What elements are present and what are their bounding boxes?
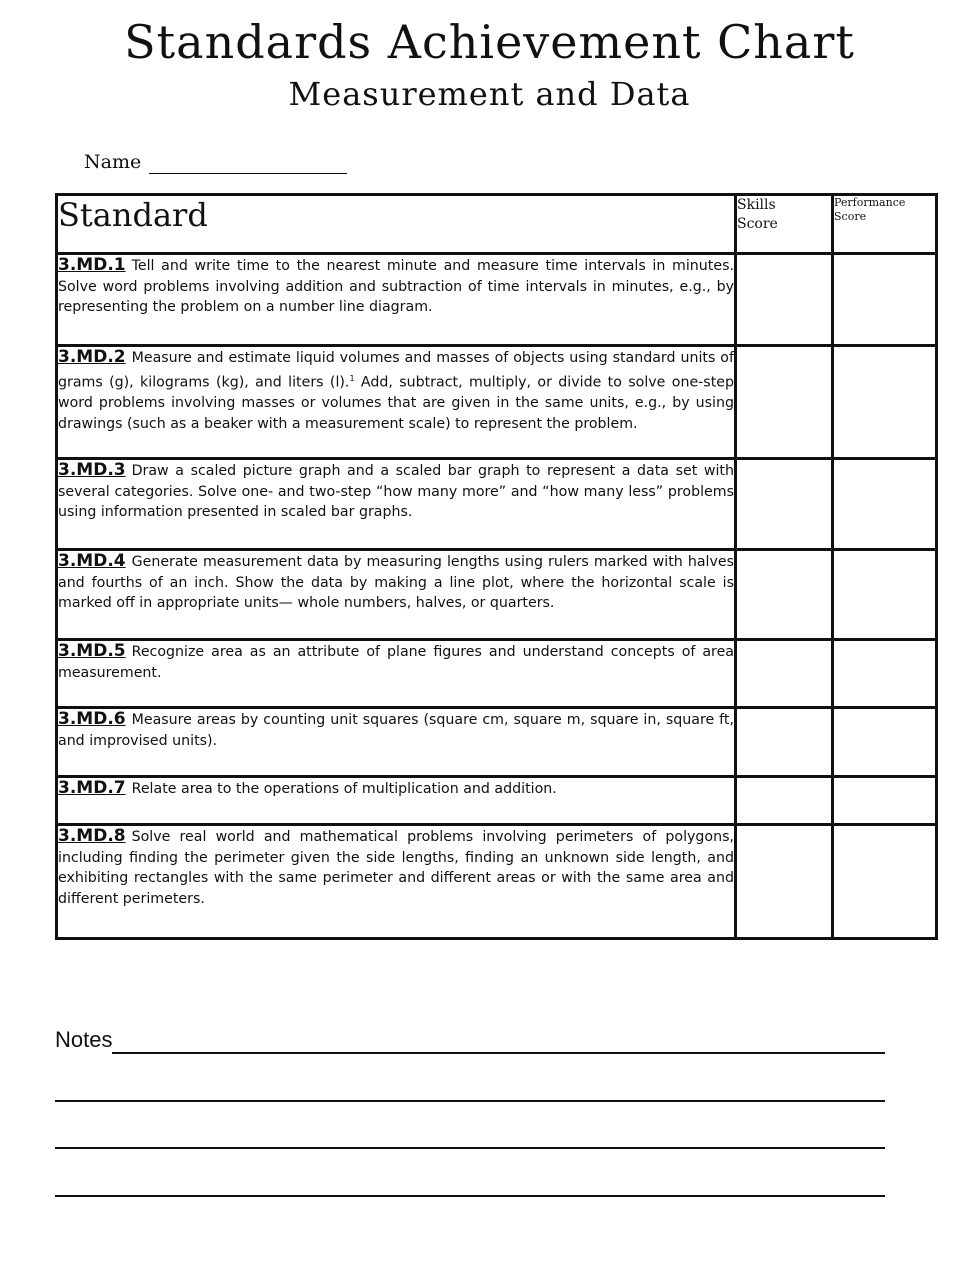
page-subtitle: Measurement and Data bbox=[288, 75, 691, 113]
standard-cell bbox=[57, 825, 736, 939]
standard-text: Measure areas by counting unit squares (square cm, square m, square in, square ft, and improvised units). bbox=[58, 712, 734, 749]
standard-text-continued: Add, subtract, multiply, or divide to solve one-step word problems involving masses or volumes that are given in the same units, e.g., by using drawings (such as a beaker with a measurement scale) to represent the problem. bbox=[58, 374, 734, 432]
performance-score-cell[interactable] bbox=[833, 459, 937, 550]
notes-line-1[interactable] bbox=[112, 1028, 885, 1054]
performance-score-cell[interactable] bbox=[833, 254, 937, 346]
page-title: Standards Achievement Chart bbox=[124, 15, 855, 69]
standard-text: Generate measurement data by measuring lengths using rulers marked with halves and fourths of an inch. Show the data by making a line plot, where the horizontal scale is marked off in appropriate units— whole numbers, halves, or quarters. bbox=[58, 554, 734, 612]
standard-text: Draw a scaled picture graph and a scaled bar graph to represent a data set with several categories. Solve one- and two-step “how many more” and “how many less” problems using information presented in scaled bar graphs. bbox=[58, 463, 734, 521]
skills-score-cell[interactable] bbox=[736, 254, 833, 346]
table-row bbox=[57, 550, 937, 640]
skills-score-cell[interactable] bbox=[736, 708, 833, 777]
standard-text: Measure and estimate liquid volumes and masses of objects using standard units of grams (g), kilograms (kg), and liters (l). bbox=[58, 350, 734, 391]
standard-code: 3.MD.4 bbox=[58, 551, 126, 571]
notes-line-4[interactable] bbox=[55, 1195, 885, 1197]
standard-code: 3.MD.7 bbox=[58, 778, 126, 798]
skills-score-cell[interactable] bbox=[736, 459, 833, 550]
table-row bbox=[57, 346, 937, 459]
performance-score-cell[interactable] bbox=[833, 640, 937, 708]
header-row bbox=[57, 195, 937, 254]
standard-text: Recognize area as an attribute of plane figures and understand concepts of area measurement. bbox=[58, 644, 734, 681]
performance-score-cell[interactable] bbox=[833, 708, 937, 777]
table-row bbox=[57, 708, 937, 777]
standard-code: 3.MD.6 bbox=[58, 709, 126, 729]
standard-text: Tell and write time to the nearest minute and measure time intervals in minutes. Solve word problems involving addition and subtraction of time intervals in minutes, e.g., by representing the problem on a number line diagram. bbox=[58, 258, 734, 316]
standard-cell bbox=[57, 550, 736, 640]
table-row bbox=[57, 825, 937, 939]
header-skills-line2: Score bbox=[737, 216, 778, 232]
performance-score-cell[interactable] bbox=[833, 346, 937, 459]
standard-cell bbox=[57, 459, 736, 550]
standard-text: Relate area to the operations of multiplication and addition. bbox=[131, 781, 557, 797]
header-skills-score bbox=[736, 195, 833, 254]
standard-cell bbox=[57, 777, 736, 825]
standard-code: 3.MD.1 bbox=[58, 255, 126, 275]
header-performance-line1: Performance bbox=[834, 196, 906, 209]
header-performance-line2: Score bbox=[834, 210, 867, 223]
skills-score-cell[interactable] bbox=[736, 825, 833, 939]
name-blank-line[interactable] bbox=[149, 153, 347, 174]
notes-label: Notes bbox=[55, 1027, 113, 1052]
standard-code: 3.MD.3 bbox=[58, 460, 126, 480]
name-field bbox=[84, 150, 347, 174]
header-performance-score bbox=[833, 195, 937, 254]
performance-score-cell[interactable] bbox=[833, 550, 937, 640]
standard-cell bbox=[57, 708, 736, 777]
header-skills-line1: Skills bbox=[737, 197, 776, 213]
notes-section bbox=[55, 1026, 885, 1054]
standard-code: 3.MD.5 bbox=[58, 641, 126, 661]
table-row bbox=[57, 640, 937, 708]
skills-score-cell[interactable] bbox=[736, 640, 833, 708]
standard-code: 3.MD.2 bbox=[58, 347, 126, 367]
notes-line-3[interactable] bbox=[55, 1147, 885, 1149]
standard-cell bbox=[57, 640, 736, 708]
skills-score-cell[interactable] bbox=[736, 777, 833, 825]
notes-line-2[interactable] bbox=[55, 1100, 885, 1102]
table-row bbox=[57, 254, 937, 346]
name-label: Name bbox=[84, 151, 142, 173]
table-row bbox=[57, 459, 937, 550]
performance-score-cell[interactable] bbox=[833, 777, 937, 825]
standard-cell bbox=[57, 254, 736, 346]
header-standard: Standard bbox=[57, 195, 736, 254]
footnote-marker: 1 bbox=[349, 373, 355, 383]
standards-table bbox=[55, 193, 938, 940]
standard-cell bbox=[57, 346, 736, 459]
table-row bbox=[57, 777, 937, 825]
standard-text: Solve real world and mathematical problems involving perimeters of polygons, including finding the perimeter given the side lengths, finding an unknown side length, and exhibiting rectangles with the same perimeter and different areas or with the same area and different perimeters. bbox=[58, 829, 734, 907]
standard-code: 3.MD.8 bbox=[58, 826, 126, 846]
performance-score-cell[interactable] bbox=[833, 825, 937, 939]
skills-score-cell[interactable] bbox=[736, 346, 833, 459]
skills-score-cell[interactable] bbox=[736, 550, 833, 640]
